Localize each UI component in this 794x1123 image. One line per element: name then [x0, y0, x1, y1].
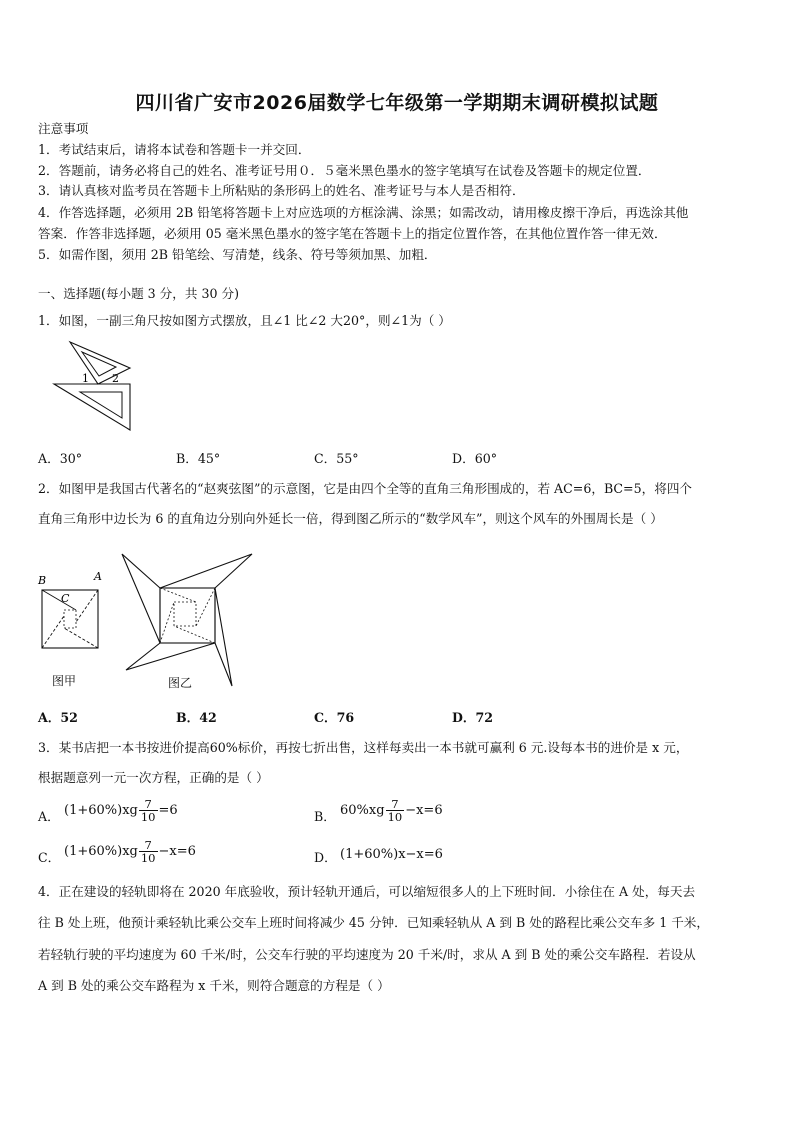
- angle-1-label: 1: [82, 372, 89, 385]
- question-3-text-cont: 根据题意列一元一次方程，正确的是（ ）: [38, 770, 269, 785]
- question-2-text: 2．如图甲是我国古代著名的“赵爽弦图”的示意图，它是由四个全等的直角三角形围成的，若 AC=6，BC=5，将四个: [38, 481, 693, 496]
- pinwheel-figure: [120, 552, 258, 688]
- fraction-denominator: 10: [387, 810, 403, 824]
- inner-square: [64, 610, 76, 628]
- page-title: 四川省广安市2026届数学七年级第一学期期末调研模拟试题: [135, 92, 659, 114]
- pinwheel-blade: [215, 588, 232, 686]
- option-b[interactable]: B．42: [176, 710, 217, 725]
- expr-part: (1+60%)xg: [64, 844, 138, 859]
- figure-caption-jia: 图甲: [52, 674, 77, 688]
- question-4-text-cont: 往 B 处上班，他预计乘轻轨比乘公交车上班时间将减少 45 分钟．已知乘轻轨从 A 到 B 处的路程比乘公交车多 1 千米，: [38, 915, 709, 930]
- option-a[interactable]: [38, 798, 338, 828]
- expr-part: −x=6: [405, 803, 443, 818]
- expr-part: (1+60%)xg: [64, 803, 138, 818]
- option-c-label: C．: [38, 850, 61, 865]
- option-b-label: B．: [314, 809, 336, 824]
- fraction-denominator: 10: [140, 810, 156, 824]
- notice-item: 3．请认真核对监考员在答题卡上所粘贴的条形码上的姓名、准考证号与本人是否相符．: [38, 183, 525, 198]
- option-b[interactable]: [314, 798, 614, 828]
- inner-line: [64, 628, 98, 648]
- option-c[interactable]: C．76: [314, 710, 355, 725]
- question-1-text: 1．如图，一副三角尺按如图方式摆放，且∠1 比∠2 大20°，则∠1为（ ）: [38, 313, 451, 328]
- option-a-expression: [64, 798, 178, 823]
- point-b-label: B: [38, 574, 47, 587]
- inner-line: [160, 588, 196, 602]
- fraction-numerator: 7: [139, 839, 158, 852]
- upper-set-square: [70, 342, 130, 384]
- inner-line: [160, 602, 174, 643]
- lower-set-square-inner: [80, 392, 122, 418]
- inner-line: [174, 626, 215, 643]
- inner-line: [42, 590, 76, 610]
- option-c[interactable]: C．55°: [314, 451, 359, 466]
- pinwheel-blade: [122, 554, 160, 643]
- inner-line: [42, 616, 64, 648]
- option-d-expression: (1+60%)x−x=6: [340, 847, 443, 862]
- notice-heading: 注意事项: [38, 121, 89, 136]
- pinwheel-blade: [126, 643, 215, 670]
- notice-item: 5．如需作图，须用 2B 铅笔绘、写清楚，线条、符号等须加黑、加粗．: [38, 247, 437, 262]
- option-a[interactable]: A．52: [38, 710, 78, 725]
- fraction-numerator: 7: [386, 798, 405, 811]
- option-b-expression: [340, 798, 443, 823]
- fraction-denominator: 10: [140, 851, 156, 865]
- pinwheel-inner-square: [174, 602, 196, 626]
- fraction: [139, 839, 158, 864]
- question-3-text: 3．某书店把一本书按进价提高60%标价，再按七折出售，这样每卖出一本书就可赢利 6 元.设每本书的进价是 x 元，: [38, 740, 689, 755]
- section-heading: 一、选择题(每小题 3 分，共 30 分): [38, 286, 240, 301]
- notice-item: 4．作答选择题，必须用 2B 铅笔将答题卡上对应选项的方框涂满、涂黑；如需改动，请用橡皮擦干净后，再选涂其他: [38, 205, 689, 220]
- zhao-shuang-figure: [36, 570, 108, 682]
- option-c[interactable]: [38, 839, 338, 869]
- angle-2-label: 2: [112, 372, 119, 385]
- point-c-label: C: [61, 592, 70, 605]
- question-4-text-cont: A 到 B 处的乘公交车路程为 x 千米，则符合题意的方程是（ ）: [38, 978, 390, 993]
- set-square-figure: [52, 340, 142, 432]
- expr-part: =6: [158, 803, 178, 818]
- point-a-label: A: [94, 570, 102, 583]
- option-a[interactable]: A．30°: [38, 451, 83, 466]
- expr-part: −x=6: [158, 844, 196, 859]
- lower-set-square: [54, 384, 130, 430]
- expr-part: 60%xg: [340, 803, 385, 818]
- pinwheel-center-square: [160, 588, 215, 643]
- option-c-expression: [64, 839, 196, 864]
- inner-line: [76, 590, 98, 622]
- figure-caption-yi: 图乙: [168, 676, 193, 690]
- option-d[interactable]: D．72: [452, 710, 494, 725]
- option-d-label: D．: [314, 850, 337, 865]
- option-b[interactable]: B．45°: [176, 451, 221, 466]
- question-2-text-cont: 直角三角形中边长为 6 的直角边分别向外延长一倍，得到图乙所示的“数学风车”，则这个风车的外围周长是（ ）: [38, 511, 663, 526]
- fraction: [139, 798, 158, 823]
- question-4-text-cont: 若轻轨行驶的平均速度为 60 千米/时，公交车行驶的平均速度为 20 千米/时，求从 A 到 B 处的乘公交车路程．若设从: [38, 947, 696, 962]
- outer-square: [42, 590, 98, 648]
- notice-item: 答案．作答非选择题，必须用 05 毫米黑色墨水的签字笔在答题卡上的指定位置作答，在其他位置作答一律无效．: [38, 226, 667, 241]
- notice-item: 1．考试结束后，请将本试卷和答题卡一并交回．: [38, 142, 311, 157]
- inner-line: [196, 588, 215, 626]
- fraction-numerator: 7: [139, 798, 158, 811]
- question-4-text: 4．正在建设的轻轨即将在 2020 年底验收，预计轻轨开通后，可以缩短很多人的上下班时间．小徐住在 A 处，每天去: [38, 884, 696, 899]
- option-a-label: A．: [38, 809, 60, 824]
- option-d[interactable]: D．60°: [452, 451, 498, 466]
- fraction: [386, 798, 405, 823]
- option-d[interactable]: [314, 839, 614, 869]
- notice-item: 2．答题前，请务必将自己的姓名、准考证号用０．５毫米黑色墨水的签字笔填写在试卷及答题卡的规定位置．: [38, 163, 651, 178]
- pinwheel-blade: [160, 554, 252, 588]
